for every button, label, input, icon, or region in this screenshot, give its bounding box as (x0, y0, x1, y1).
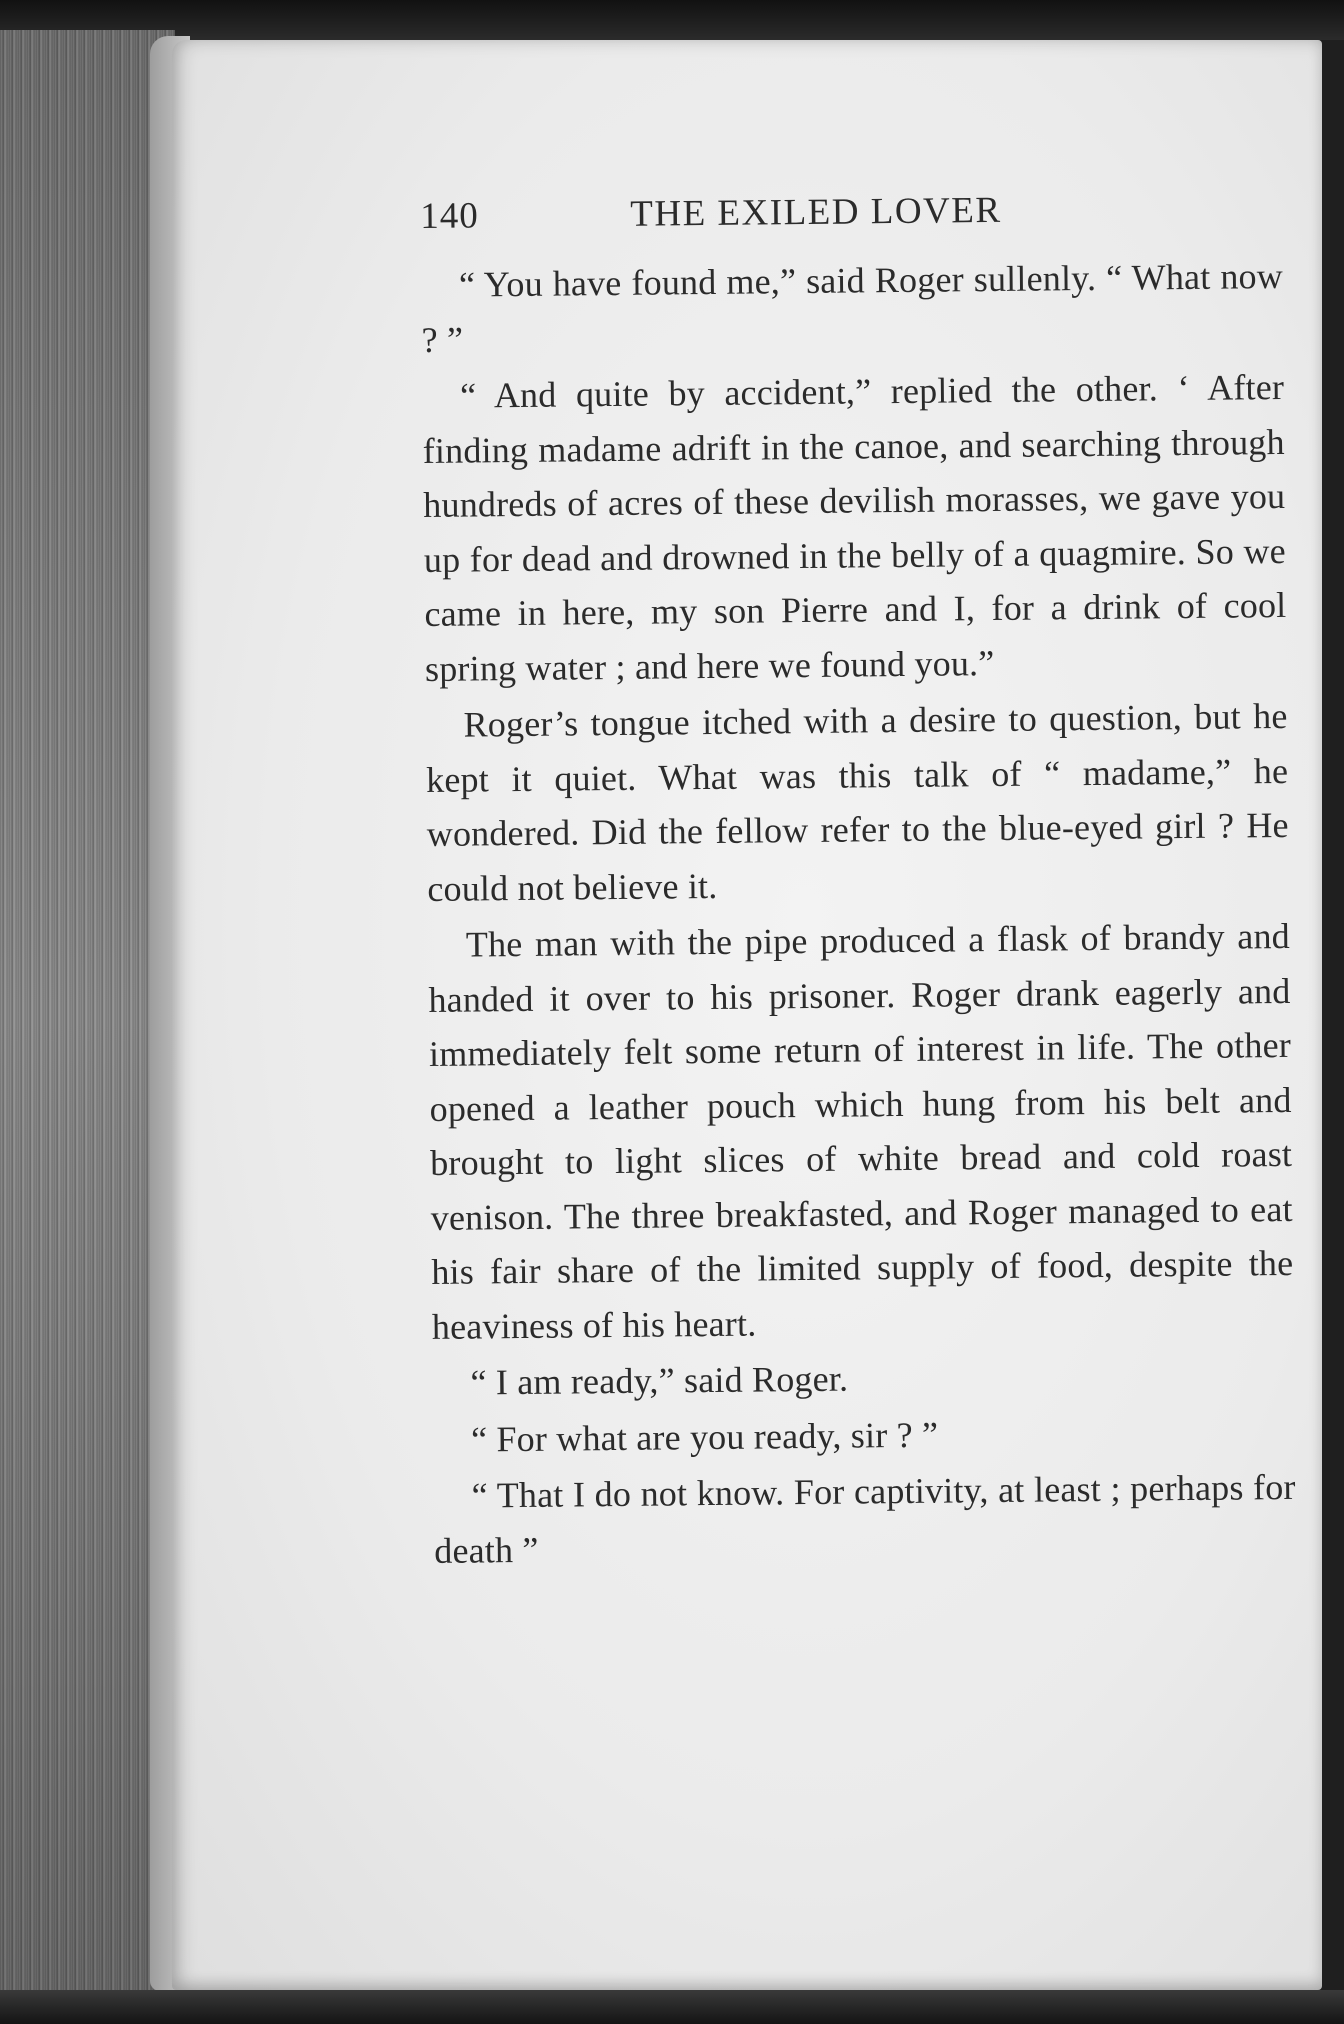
paragraph-1: “ You have found me,” said Roger sullenly. “ What now ? ” (421, 255, 1284, 360)
running-title: THE EXILED LOVER (630, 189, 1002, 235)
paragraph-5: “ I am ready,” said Roger. (470, 1358, 849, 1403)
paragraph-6: “ For what are you ready, sir ? ” (470, 1414, 939, 1460)
bottom-shadow (0, 1990, 1344, 2024)
page-text (420, 181, 1297, 1580)
paragraph-4: The man with the pipe produced a flask of brandy and handed it over to his prisoner. Roger drank eagerly and immediately felt some return of interest in life. The other opened a leather pouch which hung from his belt and brought to light slices of white bread and cold roast venison. The three breakfasted, and Roger managed to eat his fair share of the limited supply of food, despite the heaviness of his heart. (428, 915, 1294, 1347)
top-shadow (0, 0, 1344, 40)
paragraph-3: Roger’s tongue itched with a desire to question, but he kept it quiet. What was this talk of “ madame,” he wondered. Did the fellow refer to the blue-eyed girl ? He could not believe it. (425, 695, 1289, 909)
page-number: 140 (420, 195, 479, 237)
page-edges (0, 30, 175, 2000)
page-header (420, 181, 1283, 256)
paragraph-2: “ And quite by accident,” replied the other. ‘ After finding madame adrift in the canoe, and searching through hundreds of acres of these devilish morasses, we gave you up for dead and drowned in the belly of a quagmire. So we came in here, my son Pierre and I, for a drink of cool spring water ; and here we found you.” (422, 366, 1287, 689)
paragraph-7: “ That I do not know. For captivity, at least ; perhaps for death ” (434, 1466, 1296, 1571)
